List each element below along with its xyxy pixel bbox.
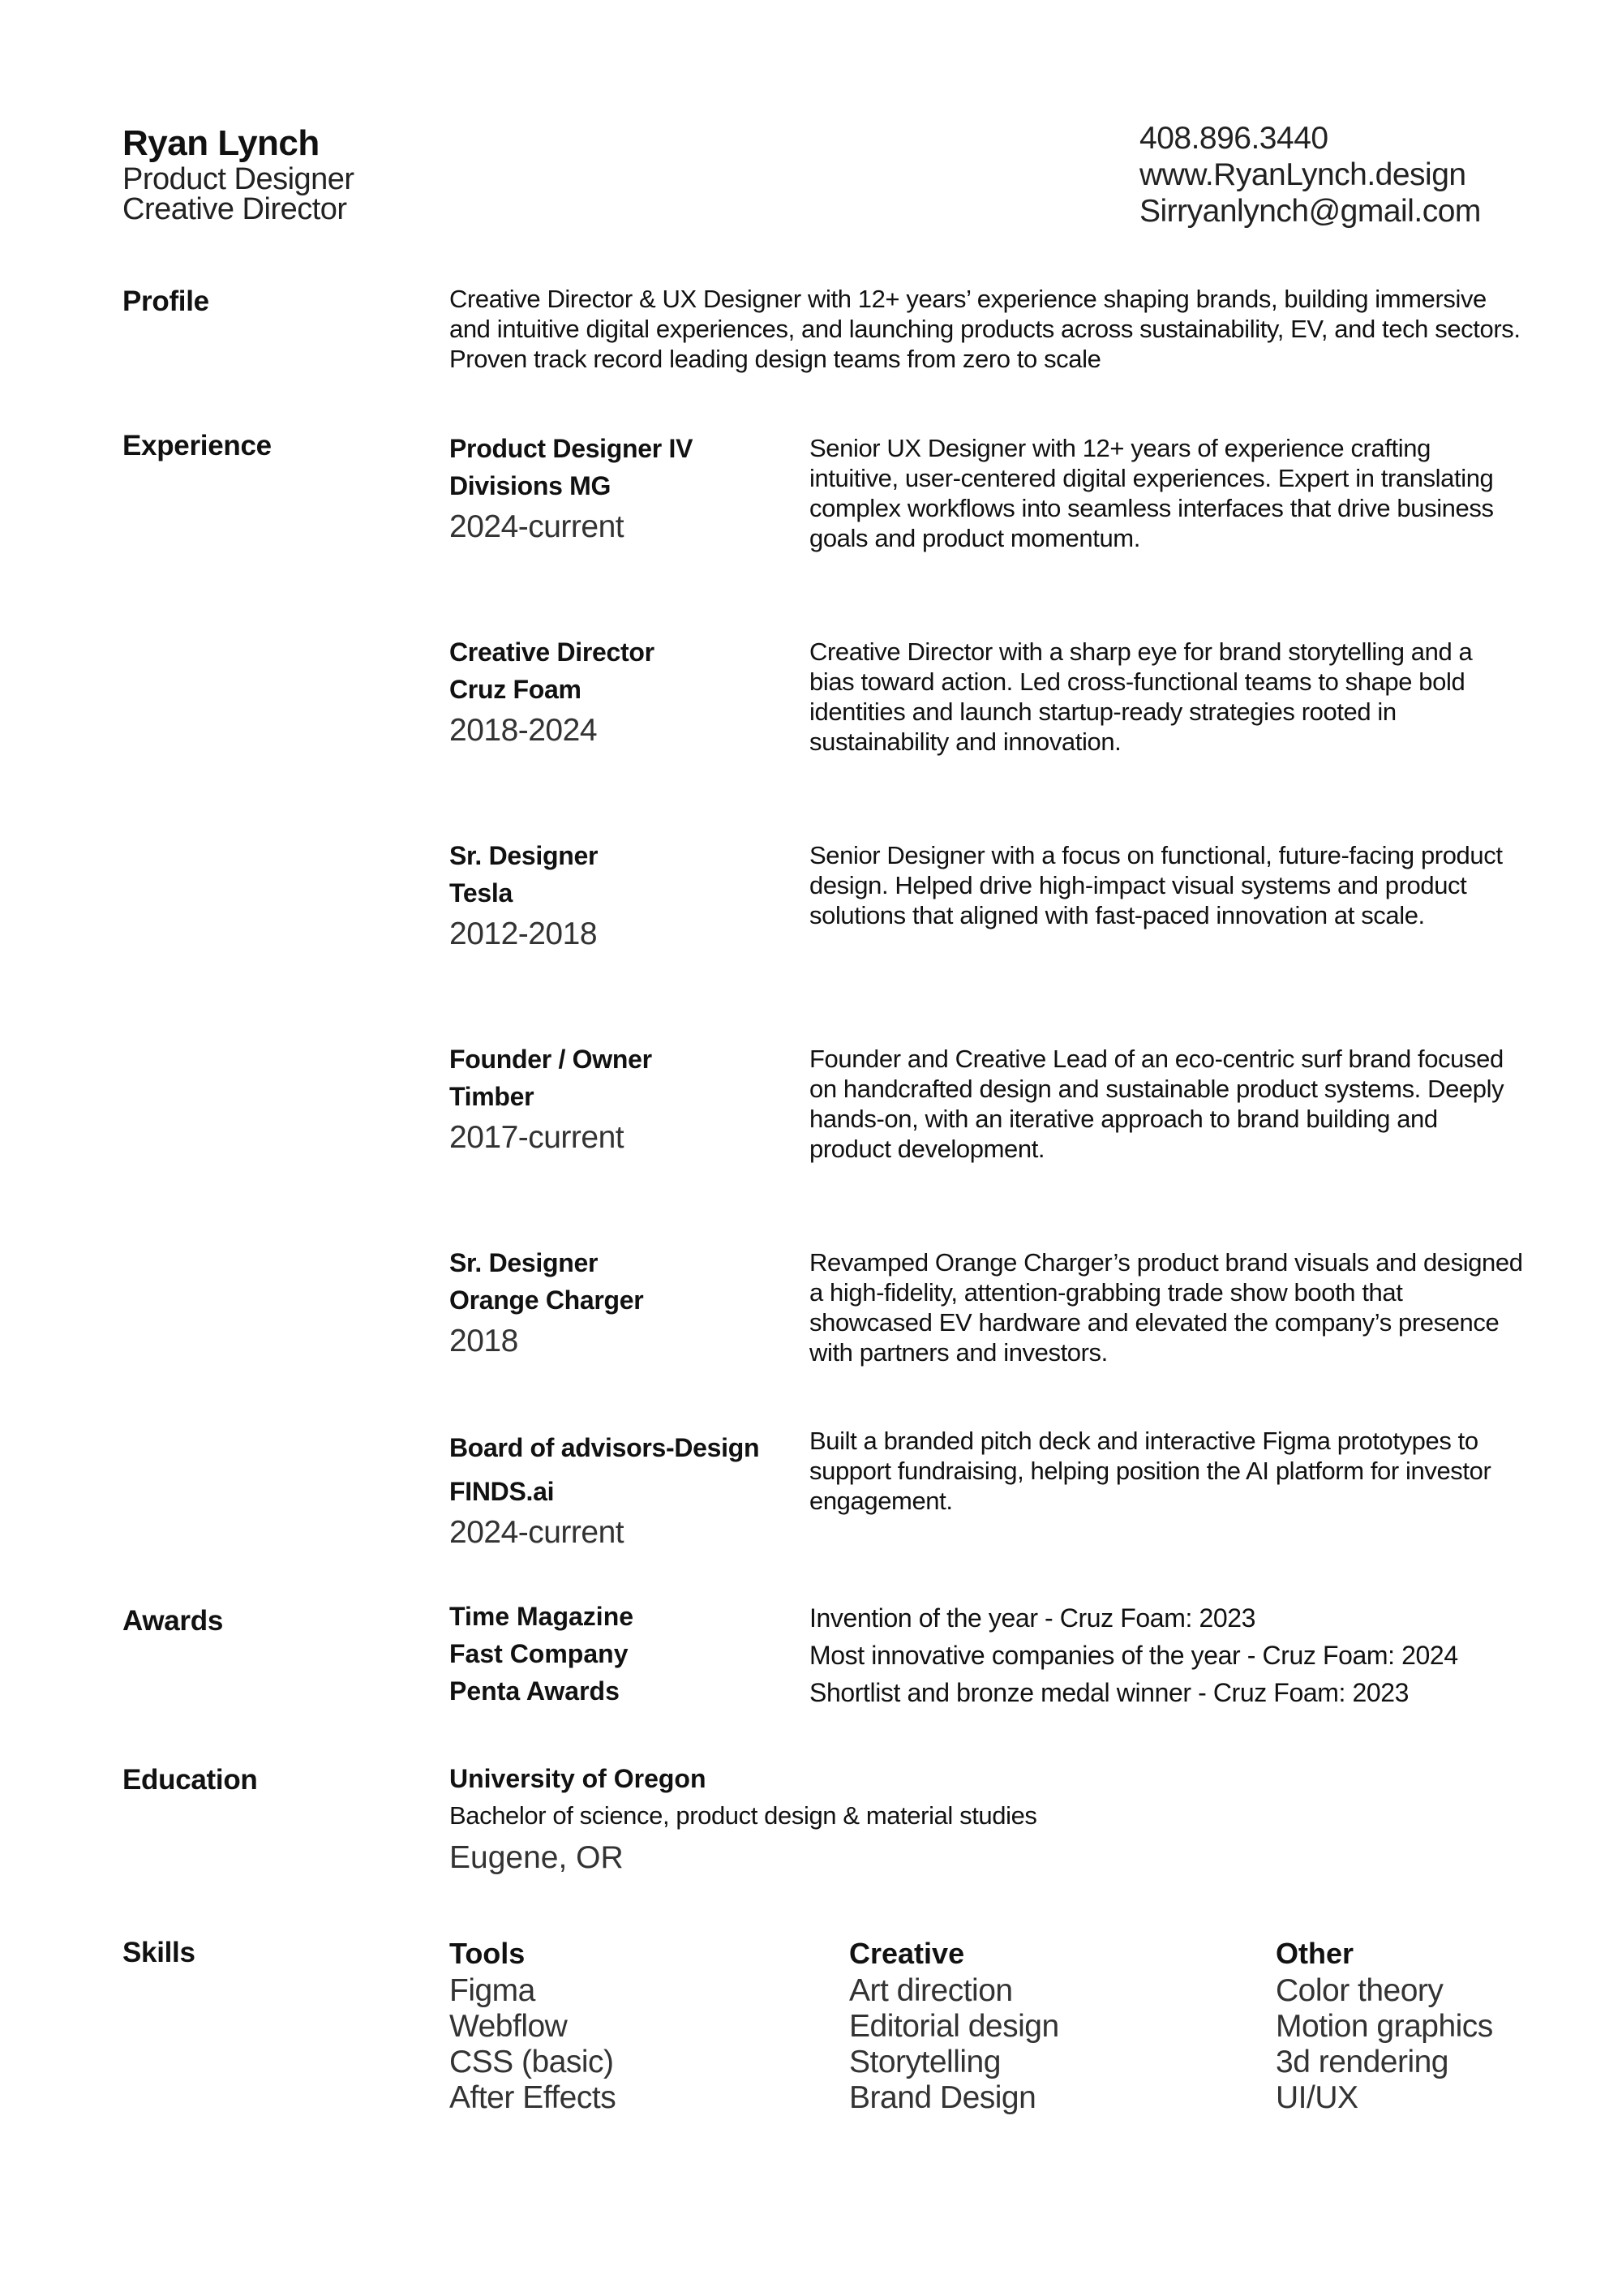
job-title: Founder / Owner xyxy=(449,1045,652,1074)
email-link[interactable]: Sirryanlynch@gmail.com xyxy=(1139,194,1481,229)
job-company: Divisions MG xyxy=(449,471,611,500)
job-company: Orange Charger xyxy=(449,1285,644,1315)
phone: 408.896.3440 xyxy=(1139,121,1328,156)
skills-column xyxy=(849,1934,1059,2116)
job-description: Revamped Orange Charger’s product brand visuals and designed a high-fidelity, attention-grabbing trade show booth that showcased EV hardware and elevated the company’s presence with partners and investors. xyxy=(809,1248,1523,1367)
skills-column-heading: Tools xyxy=(449,1937,526,1970)
skill-item: UI/UX xyxy=(1276,2080,1358,2115)
education-entry xyxy=(449,1760,1037,1882)
job-description: Senior Designer with a focus on functional, future-facing product design. Helped drive high-impact visual systems and product solutions that aligned with fast-paced innovation at scale. xyxy=(809,841,1503,929)
award-org: Time Magazine xyxy=(449,1602,634,1631)
title-line: Creative Director xyxy=(122,192,347,226)
candidate-name: Ryan Lynch xyxy=(122,123,320,163)
section-label-skills: Skills xyxy=(122,1937,195,1968)
award-text: Most innovative companies of the year - Cruz Foam: 2024 xyxy=(809,1641,1458,1670)
job-dates: 2012-2018 xyxy=(449,916,598,951)
job-entry xyxy=(449,1041,790,1161)
skill-item: Webflow xyxy=(449,2009,568,2044)
skills-column xyxy=(449,1934,616,2116)
job-description: Founder and Creative Lead of an eco-centric surf brand focused on handcrafted design and sustainable product systems. Deeply hands-on, with an iterative approach to brand building and product development. xyxy=(809,1045,1504,1163)
award-org: Penta Awards xyxy=(449,1676,620,1706)
job-title: Sr. Designer xyxy=(449,841,599,870)
skill-item: After Effects xyxy=(449,2080,616,2115)
job-description: Creative Director with a sharp eye for brand storytelling and a bias toward action. Led cross-functional teams to shape bold identities and launch startup-ready strategies rooted in sustainability and innovation. xyxy=(809,637,1473,756)
candidate-titles xyxy=(122,162,354,226)
website-link[interactable]: www.RyanLynch.design xyxy=(1139,157,1466,192)
award-text: Shortlist and bronze medal winner - Cruz Foam: 2023 xyxy=(809,1678,1410,1707)
skill-item: Color theory xyxy=(1276,1973,1444,2008)
section-label-profile: Profile xyxy=(122,285,209,317)
skill-item: Figma xyxy=(449,1973,535,2008)
job-description: Senior UX Designer with 12+ years of experience crafting intuitive, user-centered digital experiences. Expert in translating complex workflows into seamless interfaces that drive business goals and product momentum. xyxy=(809,434,1494,552)
job-company: Cruz Foam xyxy=(449,675,581,704)
skills-column-heading: Other xyxy=(1276,1937,1354,1970)
section-label-education: Education xyxy=(122,1764,258,1796)
job-dates: 2018-2024 xyxy=(449,713,598,748)
skill-item: Art direction xyxy=(849,1973,1013,2008)
profile-text: Creative Director & UX Designer with 12+ years’ experience shaping brands, building immersive and intuitive digital experiences, and launching products across sustainability, EV, and tech sectors. Proven track record leading design teams from zero to scale xyxy=(449,285,1521,373)
school-name: University of Oregon xyxy=(449,1764,706,1793)
job-company: Tesla xyxy=(449,878,513,908)
job-title: Product Designer IV xyxy=(449,434,693,463)
skill-item: Brand Design xyxy=(849,2080,1036,2115)
title-line: Product Designer xyxy=(122,162,354,196)
skill-item: 3d rendering xyxy=(1276,2045,1448,2079)
contact-info xyxy=(1139,120,1481,230)
section-label-experience: Experience xyxy=(122,430,272,461)
job-dates: 2024-current xyxy=(449,1515,624,1550)
award-org: Fast Company xyxy=(449,1639,629,1668)
job-description: Built a branded pitch deck and interactive Figma prototypes to support fundraising, helping position the AI platform for investor engagement. xyxy=(809,1427,1491,1515)
award-orgs xyxy=(449,1598,633,1710)
degree: Bachelor of science, product design & material studies xyxy=(449,1801,1037,1830)
job-dates: 2017-current xyxy=(449,1120,624,1155)
job-entry xyxy=(449,430,790,550)
job-title: Sr. Designer xyxy=(449,1248,599,1277)
skill-item: Storytelling xyxy=(849,2045,1001,2079)
award-text: Invention of the year - Cruz Foam: 2023 xyxy=(809,1603,1256,1633)
job-title: Creative Director xyxy=(449,637,654,667)
skill-item: CSS (basic) xyxy=(449,2045,614,2079)
job-title: Board of advisors-Design xyxy=(449,1433,760,1462)
job-dates: 2024-current xyxy=(449,509,624,544)
location: Eugene, OR xyxy=(449,1840,624,1875)
skill-item: Editorial design xyxy=(849,2009,1059,2044)
job-company: FINDS.ai xyxy=(449,1477,555,1506)
award-details xyxy=(809,1599,1458,1711)
job-entry xyxy=(449,837,790,957)
skills-column-heading: Creative xyxy=(849,1937,965,1970)
section-label-awards: Awards xyxy=(122,1605,223,1637)
skill-item: Motion graphics xyxy=(1276,2009,1493,2044)
job-entry xyxy=(449,1244,790,1364)
job-dates: 2018 xyxy=(449,1324,518,1358)
job-entry xyxy=(449,633,790,753)
skills-column xyxy=(1276,1934,1493,2116)
job-company: Timber xyxy=(449,1082,534,1111)
job-entry xyxy=(449,1423,790,1556)
